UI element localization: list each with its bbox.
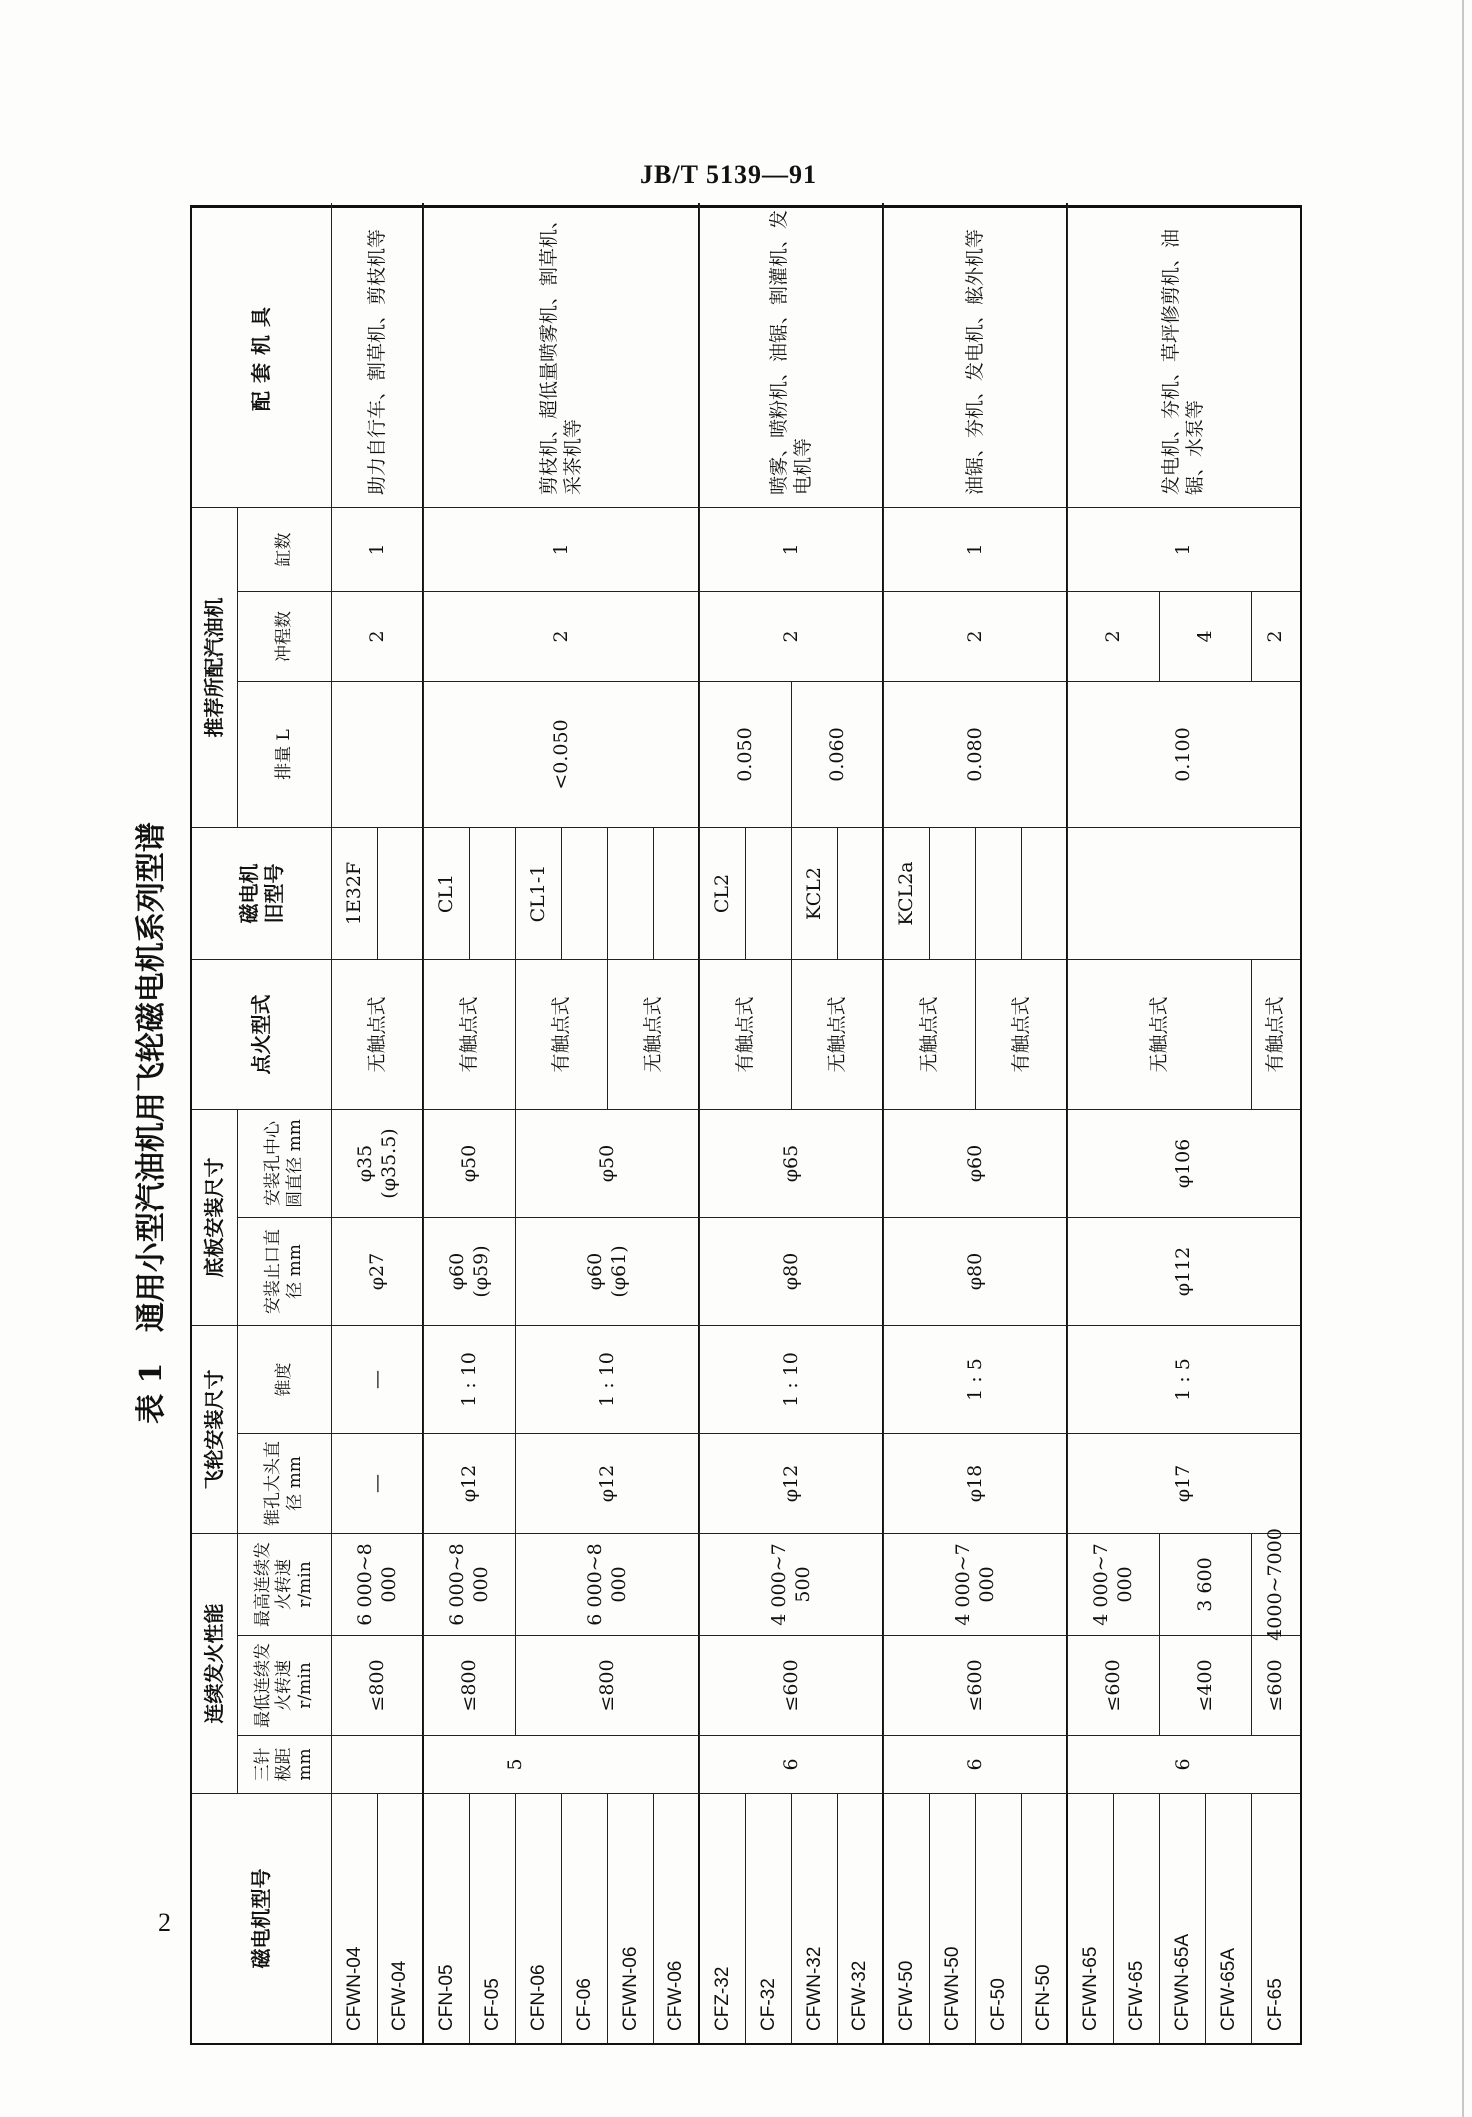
header-max-speed: 最高连续发火转速 r/min	[238, 1533, 332, 1635]
table-row: CFWN-50	[930, 1793, 976, 2043]
magneto-series-table	[134, 205, 1302, 2045]
spigot-cell: φ60 (φ59)	[424, 1217, 516, 1325]
table-row: CFZ-32	[700, 1793, 746, 2043]
table-row: CFWN-04	[332, 1793, 378, 2043]
spigot-cell: φ80	[700, 1217, 884, 1325]
max-speed-cell: 4 000~7 000	[884, 1533, 1068, 1635]
header-flywheel-install: 飞轮安装尺寸	[192, 1325, 238, 1533]
bore-cell: —	[332, 1433, 424, 1533]
hole-circle-cell: φ60	[884, 1109, 1068, 1217]
table-row: CFW-65	[1114, 1793, 1160, 2043]
cylinder-cell: 1	[332, 507, 424, 591]
table-row: CFW-50	[884, 1793, 930, 2043]
ignition-cell: 有触点式	[700, 959, 792, 1109]
max-speed-cell: 6 000~8 000	[424, 1533, 516, 1635]
bore-cell: φ12	[516, 1433, 700, 1533]
table-row: CF-05	[470, 1793, 516, 2043]
old-model-cell	[976, 827, 1022, 959]
header-old-model-label: 旧型号	[261, 863, 286, 924]
taper-cell: 1 : 5	[1068, 1325, 1300, 1433]
table-row: CFWN-06	[608, 1793, 654, 2043]
ignition-cell: 有触点式	[1252, 959, 1300, 1109]
displacement-cell: <0.050	[424, 681, 700, 827]
table-row: CFW-32	[838, 1793, 884, 2043]
spigot-cell: φ60 (φ61)	[516, 1217, 700, 1325]
ignition-cell: 有触点式	[516, 959, 608, 1109]
displacement-cell	[332, 681, 424, 827]
max-speed-cell: 4 000~7 000	[1068, 1533, 1160, 1635]
bore-cell: φ12	[700, 1433, 884, 1533]
table-row: CFW-06	[654, 1793, 700, 2043]
displacement-cell: 0.060	[792, 681, 884, 827]
ignition-cell: 无触点式	[332, 959, 424, 1109]
hole-circle-cell: φ35 (φ35.5)	[332, 1109, 424, 1217]
max-speed-cell: 3 600	[1160, 1533, 1252, 1635]
taper-cell: 1 : 10	[700, 1325, 884, 1433]
ignition-cell: 无触点式	[884, 959, 976, 1109]
header-min-speed: 最低连续发火转速 r/min	[238, 1635, 332, 1735]
page-edge	[1462, 0, 1464, 2117]
table-title: 通用小型汽油机用飞轮磁电机系列型谱	[134, 822, 169, 1333]
min-speed-cell: ≤600	[1068, 1635, 1160, 1735]
hole-circle-cell: φ106	[1068, 1109, 1300, 1217]
cylinder-cell: 1	[884, 507, 1068, 591]
displacement-cell: 0.080	[884, 681, 1068, 827]
old-model-cell: CL1-1	[516, 827, 562, 959]
displacement-cell: 0.050	[700, 681, 792, 827]
hole-circle-cell: φ50	[424, 1109, 516, 1217]
bore-cell: φ12	[424, 1433, 516, 1533]
old-model-cell	[654, 827, 700, 959]
equipment-cell: 发电机、夯机、草坪修剪机、油锯、水泵等	[1160, 228, 1206, 495]
max-speed-cell: 4 000~7 500	[700, 1533, 884, 1635]
table-row: CFN-06	[516, 1793, 562, 2043]
table-caption	[126, 203, 170, 2043]
equipment-cell: 油锯、夯机、发电机、舷外机等	[884, 203, 1068, 507]
min-speed-cell: ≤800	[516, 1635, 700, 1735]
old-model-cell	[562, 827, 608, 959]
old-model-cell	[470, 827, 516, 959]
header-old-model	[192, 827, 332, 959]
taper-cell: 1 : 10	[424, 1325, 516, 1433]
min-speed-cell: ≤800	[424, 1635, 516, 1735]
table-label: 表 1	[134, 1362, 169, 1424]
taper-cell: —	[332, 1325, 424, 1433]
header-spigot: 安装止口直径 mm	[238, 1217, 332, 1325]
ignition-cell: 无触点式	[792, 959, 884, 1109]
table-row: CFW-04	[378, 1793, 424, 2043]
table-row: CFWN-32	[792, 1793, 838, 2043]
equipment-cell: 剪枝机、超低量喷雾机、割草机、采茶机等	[424, 203, 700, 507]
max-speed-cell: 4000~7000	[1252, 1533, 1300, 1635]
old-model-cell: CL1	[424, 827, 470, 959]
equipment-cell: 助力自行车、割草机、剪枝机等	[332, 203, 424, 507]
header-stroke: 冲程数	[238, 591, 332, 681]
equipment-cell: 喷雾、喷粉机、油锯、割灌机、发电机等	[700, 203, 884, 507]
header-displacement: 排量 L	[238, 681, 332, 827]
taper-cell: 1 : 10	[516, 1325, 700, 1433]
max-speed-cell: 6 000~8 000	[516, 1533, 700, 1635]
table-row: CFWN-65A	[1160, 1793, 1206, 2043]
table-row: CF-65	[1252, 1793, 1300, 2043]
header-base-install: 底板安装尺寸	[192, 1109, 238, 1325]
old-model-cell	[1068, 827, 1300, 959]
old-model-cell	[838, 827, 884, 959]
min-speed-cell: ≤400	[1160, 1635, 1252, 1735]
header-continuous-ignition: 连续发火性能	[192, 1533, 238, 1793]
old-model-cell	[608, 827, 654, 959]
ignition-cell: 有触点式	[424, 959, 516, 1109]
stroke-cell: 2	[700, 591, 884, 681]
table-row: CF-50	[976, 1793, 1022, 2043]
bore-cell: φ17	[1068, 1433, 1300, 1533]
cylinder-cell: 1	[424, 507, 700, 591]
standard-code: JB/T 5139—91	[640, 160, 817, 189]
cylinder-cell: 1	[700, 507, 884, 591]
header-three-pin-gap: 三针极距 mm	[238, 1735, 332, 1793]
header-equipment: 配套机具	[192, 203, 332, 507]
min-speed-cell: ≤600	[884, 1635, 1068, 1735]
min-speed-cell: ≤600	[700, 1635, 884, 1735]
header-ignition-type: 点火型式	[192, 959, 332, 1109]
ignition-cell: 有触点式	[976, 959, 1068, 1109]
ignition-cell: 无触点式	[608, 959, 700, 1109]
table-row: CFW-65A	[1206, 1793, 1252, 2043]
table-row: CFN-05	[424, 1793, 470, 2043]
hole-circle-cell: φ50	[516, 1109, 700, 1217]
table-row: CFWN-65	[1068, 1793, 1114, 2043]
old-model-cell	[930, 827, 976, 959]
spigot-cell: φ80	[884, 1217, 1068, 1325]
table-row: CF-32	[746, 1793, 792, 2043]
cylinder-cell: 1	[1068, 507, 1300, 591]
stroke-cell: 2	[424, 591, 700, 681]
spigot-cell: φ112	[1068, 1217, 1300, 1325]
min-speed-cell: ≤600	[1252, 1635, 1300, 1735]
spigot-cell: φ27	[332, 1217, 424, 1325]
header-taper: 锥度	[238, 1325, 332, 1433]
stroke-cell: 2	[884, 591, 1068, 681]
stroke-cell: 2	[332, 591, 424, 681]
old-model-cell	[1022, 827, 1068, 959]
gap-cell: 6	[1068, 1735, 1300, 1793]
old-model-cell: CL2	[700, 827, 746, 959]
table-row: CF-06	[562, 1793, 608, 2043]
stroke-cell: 2	[1068, 591, 1160, 681]
min-speed-cell: ≤800	[332, 1635, 424, 1735]
gap-cell: 6	[884, 1735, 1068, 1793]
max-speed-cell: 6 000~8 000	[332, 1533, 424, 1635]
old-model-cell	[378, 827, 424, 959]
header-magneto: 磁电机	[236, 863, 261, 924]
ignition-cell: 无触点式	[1068, 959, 1252, 1109]
old-model-cell	[746, 827, 792, 959]
table-row: CFN-50	[1022, 1793, 1068, 2043]
stroke-cell: 4	[1160, 591, 1252, 681]
header-hole-circle: 安装孔中心圆直径 mm	[238, 1109, 332, 1217]
header-recommended-engine: 推荐所配汽油机	[192, 507, 238, 827]
hole-circle-cell: φ65	[700, 1109, 884, 1217]
header-cylinders: 缸数	[238, 507, 332, 591]
header-model: 磁电机型号	[192, 1793, 332, 2043]
old-model-cell: KCL2a	[884, 827, 930, 959]
old-model-cell: KCL2	[792, 827, 838, 959]
old-model-cell: 1E32F	[332, 827, 378, 959]
bore-cell: φ18	[884, 1433, 1068, 1533]
displacement-cell: 0.100	[1068, 681, 1300, 827]
gap-cell: 6	[700, 1735, 884, 1793]
taper-cell: 1 : 5	[884, 1325, 1068, 1433]
stroke-cell: 2	[1252, 591, 1300, 681]
header-taper-bore: 锥孔大头直径 mm	[238, 1433, 332, 1533]
page-number: 2	[158, 1908, 171, 1937]
gap-cell: 5	[332, 1735, 700, 1793]
